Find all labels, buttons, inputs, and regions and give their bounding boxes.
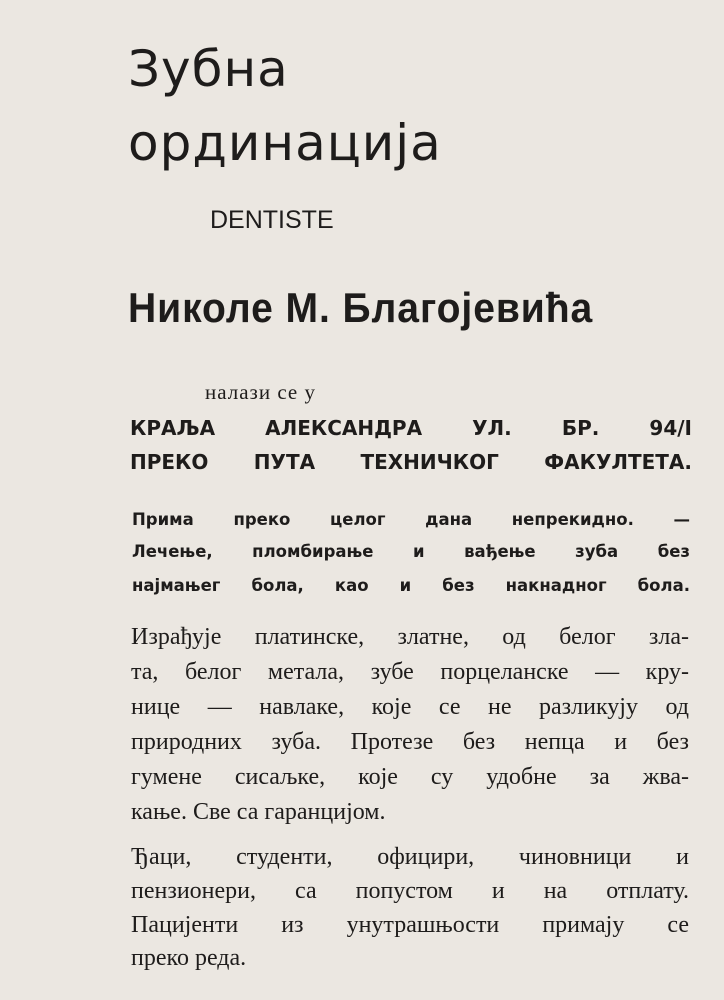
services-line: кање. Све са гаранцијом. [131,799,386,825]
hours-line: Лечење, пломбирање и вађење зуба без [132,542,690,561]
services-line: природних зуба. Протезе без непца и без [131,729,689,755]
services-line: та, белог метала, зубе порцеланске — кру- [131,659,689,685]
services-line: нице — навлаке, које се не разликују од [131,694,689,720]
discount-line: Пацијенти из унутрашњости примају се [131,912,689,938]
dentist-name: Николе М. Благојевића [128,284,594,331]
title-line-2: ординација [128,114,442,172]
title-line-1: Зубна [128,40,289,98]
location-intro: налази се у [205,380,316,404]
discount-line: Ђаци, студенти, официри, чиновници и [131,844,689,870]
services-line: гумене сисаљке, које су удобне за жва- [131,764,689,790]
subtitle: DENTISTE [210,206,334,234]
address-line-2: ПРЕКО ПУТА ТЕХНИЧКОГ ФАКУЛТЕТА. [130,450,692,474]
services-line: Израђује платинске, златне, од белог зла- [131,624,689,650]
discount-line: пензионери, са попустом и на отплату. [131,878,689,904]
hours-line: најмањег бола, као и без накнадног бола. [132,576,690,595]
hours-line: Прима преко целог дана непрекидно. — [132,510,690,529]
discount-line: преко реда. [131,945,247,971]
address-line-1: КРАЉА АЛЕКСАНДРА УЛ. БР. 94/I [130,416,692,440]
